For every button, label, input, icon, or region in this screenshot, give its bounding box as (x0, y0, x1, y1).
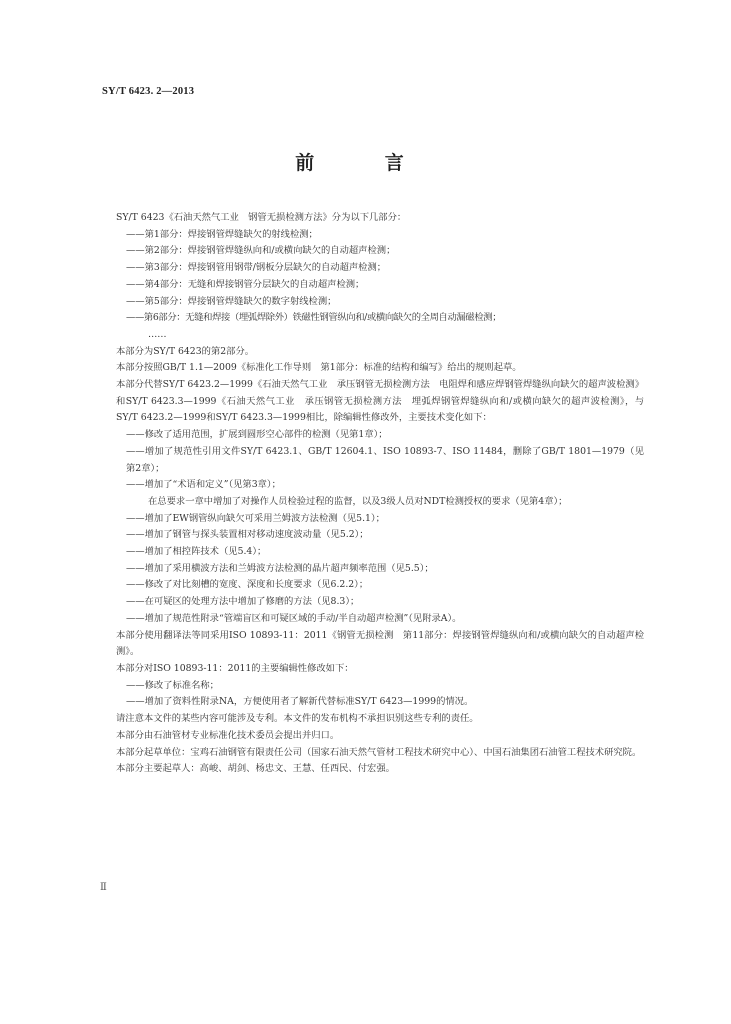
change-item-notch: ——修改了对比刻槽的宽度、深度和长度要求（见6.2.2）； (126, 579, 369, 591)
change-item-references: ——增加了规范性引用文件SY/T 6423.1、GB/T 12604.1、ISO 10893-7、ISO 11484，删除了GB/T 1801—1979（见第2章）； (126, 445, 644, 474)
paragraph-proposer: 本部分由石油管材专业标准化技术委员会提出并归口。 (116, 729, 340, 741)
paragraph-drafting-rule: 本部分按照GB/T 1.1—2009《标准化工作导则 第1部分：标准的结构和编写》给出的规则起草。 (116, 362, 522, 374)
change-item-scope: ——修改了适用范围，扩展到圆形空心部件的检测（见第1章）； (126, 429, 388, 441)
editorial-item-title: ——修改了标准名称； (126, 679, 219, 691)
paragraph-editorial-changes: 本部分对ISO 10893-11：2011的主要编辑性修改如下： (116, 662, 354, 674)
standard-code: SY/T 6423. 2—2013 (102, 86, 195, 97)
paragraph-adoption: 本部分使用翻译法等同采用ISO 10893-11：2011《钢管无损检测 第11部分：焊接钢管焊缝纵向和/或横向缺欠的自动超声检测》。 (116, 629, 644, 658)
list-ellipsis: …… (148, 328, 167, 340)
paragraph-drafting-units: 本部分起草单位：宝鸡石油钢管有限责任公司（国家石油天然气管材工程技术研究中心）、中国石油集团石油管工程技术研究院。 (116, 746, 642, 758)
page-title: 前 言 (295, 152, 436, 174)
paragraph-intro: SY/T 6423《石油天然气工业 钢管无损检测方法》分为以下几部分： (116, 212, 407, 223)
change-item-annex-a: ——增加了规范性附录“管端盲区和可疑区域的手动/半自动超声检测”（见附录A）。 (126, 612, 462, 624)
paragraph-replaces: 本部分代替SY/T 6423.2—1999《石油天然气工业 承压钢管无损检测方法 电阻焊和感应焊钢管焊缝纵向缺欠的超声波检测》和SY/T 6423.3—1999《石油天然气工业 承压钢管无损检测方法 埋弧焊钢管焊缝纵向和/或横向缺欠的超声波检测》，与SY/T 6423.2—1999和SY/T 6423.3—1999相比，除编辑性修改外，主要技术变化如下： (116, 379, 644, 424)
list-item-part2: ——第2部分：焊接钢管焊缝纵向和/或横向缺欠的自动超声检测； (126, 245, 396, 257)
page-number: Ⅱ (100, 882, 107, 893)
change-item-phased-array: ——增加了相控阵技术（见5.4）； (126, 546, 267, 558)
editorial-item-annex-na: ——增加了资料性附录NA，方便使用者了解新代替标准SY/T 6423—1999的情况。 (126, 696, 474, 708)
paragraph-part-of: 本部分为SY/T 6423的第2部分。 (116, 345, 255, 357)
change-item-grinding: ——在可疑区的处理方法中增加了修磨的方法（见8.3）； (126, 596, 360, 608)
foreword-body (116, 210, 644, 778)
change-item-supervision: 在总要求一章中增加了对操作人员检验过程的监督，以及3级人员对NDT检测授权的要求（见第4章）； (148, 495, 568, 507)
paragraph-patent-notice: 请注意本文件的某些内容可能涉及专利。本文件的发布机构不承担识别这些专利的责任。 (116, 713, 479, 725)
list-item-part1: ——第1部分：焊接钢管焊缝缺欠的射线检测； (126, 228, 318, 240)
list-item-part4: ——第4部分：无缝和焊接钢管分层缺欠的自动超声检测； (126, 278, 365, 290)
list-item-part3: ——第3部分：焊接钢管用钢带/钢板分层缺欠的自动超声检测； (126, 262, 387, 274)
paragraph-drafters: 本部分主要起草人：高峻、胡剑、杨忠文、王慧、任西民、付宏强。 (116, 763, 395, 775)
list-item-part6: ——第6部分：无缝和焊接（埋弧焊除外）铁磁性钢管纵向和/或横向缺欠的全周自动漏磁检测； (126, 312, 502, 324)
change-item-speed: ——增加了钢管与探头装置相对移动速度波动量（见5.2）； (126, 529, 369, 541)
change-item-terms: ——增加了“术语和定义”（见第3章）； (126, 479, 281, 491)
list-item-part5: ——第5部分：焊接钢管焊缝缺欠的数字射线检测； (126, 295, 337, 307)
change-item-frequency: ——增加了采用横波方法和兰姆波方法检测的晶片超声频率范围（见5.5）； (126, 562, 434, 574)
change-item-lamb-wave: ——增加了EW钢管纵向缺欠可采用兰姆波方法检测（见5.1）； (126, 512, 385, 524)
